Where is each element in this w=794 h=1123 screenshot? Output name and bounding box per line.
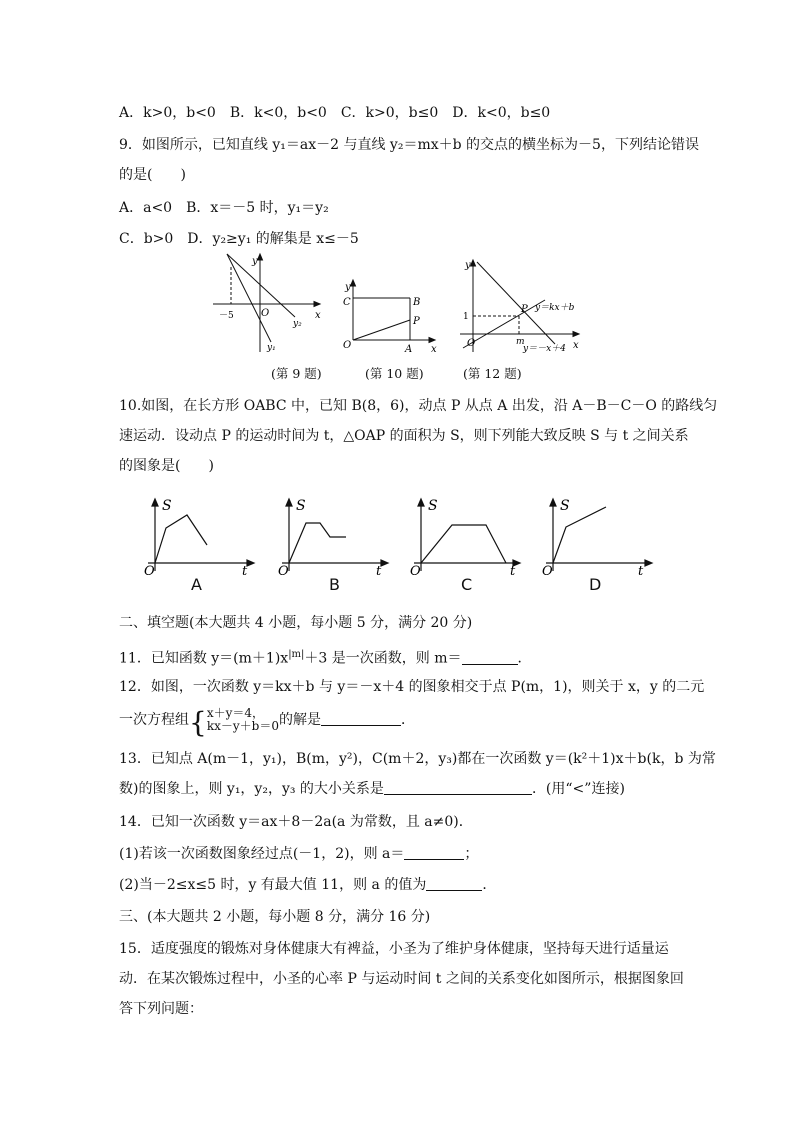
q14-part1-blank[interactable]	[404, 845, 464, 860]
q15-line1: 15．适度强度的锻炼对身体健康大有裨益，小圣为了维护身体健康，坚持每天进行适量运	[119, 941, 669, 957]
q13-line2-post: ．(用“<”连接)	[531, 781, 625, 797]
q15-line2: 动．在某次锻炼过程中，小圣的心率 P 与运动时间 t 之间的关系变化如图所示，根据图象回	[119, 971, 684, 987]
fig10-caption: (第 10 题)	[365, 366, 424, 381]
q12-pre: 一次方程组	[119, 712, 189, 728]
figure-9	[213, 254, 320, 352]
graph-a-label: A	[191, 575, 202, 594]
fig9-y2-label: y₂	[293, 319, 302, 329]
q10-graph-d	[538, 495, 658, 595]
fig12-x-label: x	[573, 340, 579, 351]
figures-svg	[205, 252, 595, 382]
q11-answer-blank[interactable]	[462, 650, 518, 665]
q13-answer-blank[interactable]	[384, 780, 532, 795]
q12-eq2: kx－y＋b＝0	[206, 719, 279, 733]
q14-part2-post: ．	[482, 877, 497, 893]
fig9-y1-label: y₁	[267, 343, 276, 353]
q15-line3: 答下列问题：	[119, 1001, 203, 1017]
graph-a-s: S	[162, 498, 172, 514]
q10-graph-a	[140, 495, 260, 595]
fig9-caption: (第 9 题)	[271, 366, 322, 381]
q12-line1: 12．如图，一次函数 y＝kx＋b 与 y＝－x＋4 的图象相交于点 P(m，1)，则关于 x，y 的二元	[119, 679, 705, 695]
figure-row	[205, 252, 595, 382]
q9-line1: 9．如图所示，已知直线 y₁＝ax－2 与直线 y₂＝mx＋b 的交点的横坐标为－5，下列结论错误	[119, 137, 699, 153]
fig12-origin: O	[467, 338, 476, 349]
q9-options-cd: C．b>0 D．y₂≥y₁ 的解集是 x≤－5	[119, 231, 359, 247]
q12-line2	[119, 706, 415, 737]
q14-part1-post: ；	[464, 846, 479, 862]
graph-a-t: t	[242, 564, 248, 577]
q13-line1: 13．已知点 A(m－1，y₁)，B(m，y²)，C(m＋2，y₃)都在一次函数 y＝(k²＋1)x＋b(k，b 为常	[119, 751, 716, 767]
graph-b-o: O	[278, 564, 289, 577]
q12-eq1: x＋y＝4，	[206, 706, 265, 720]
q10-line2: 速运动．设动点 P 的运动时间为 t，△OAP 的面积为 S，则下列能大致反映 S 与 t 之间关系	[119, 428, 689, 444]
fig9-origin: O	[261, 308, 270, 319]
section-2-heading: 二、填空题(本大题共 4 小题，每小题 5 分，满分 20 分)	[119, 615, 473, 631]
graph-c-s: S	[428, 498, 438, 514]
fig10-x-label: x	[431, 344, 437, 355]
graph-c-t: t	[510, 564, 516, 577]
q10-graph-b	[274, 495, 394, 595]
q11-pre: 11．已知函数 y＝(m＋1)x	[119, 650, 289, 667]
q12-system	[207, 707, 279, 733]
fig9-neg5: －5	[219, 311, 234, 321]
fig10-label-p: P	[413, 316, 420, 327]
q11-end: ．	[517, 650, 532, 667]
fig12-caption: (第 12 题)	[463, 366, 522, 381]
q12-post: 的解是	[278, 712, 321, 728]
fig12-one: 1	[463, 312, 469, 322]
q13-line2	[119, 780, 625, 798]
fig10-label-c: C	[343, 297, 351, 308]
fig12-p: P	[521, 304, 528, 315]
graph-d-t: t	[638, 564, 644, 577]
graph-c-label: C	[461, 575, 473, 594]
q12-brace: {	[189, 706, 207, 739]
q8-options: A．k>0，b<0 B．k<0，b<0 C．k>0，b≤0 D．k<0，b≤0	[119, 105, 551, 121]
q14-part2	[119, 876, 496, 894]
fig9-x-label: x	[315, 310, 321, 321]
fig12-y-label: y	[465, 260, 471, 271]
graph-a-svg	[140, 495, 260, 577]
graph-d-o: O	[542, 564, 553, 577]
graph-a-o: O	[144, 564, 155, 577]
q10-line3: 的图象是( )	[119, 458, 214, 474]
graph-b-label: B	[329, 575, 340, 594]
q14-part1-pre: (1)若该一次函数图象经过点(－1，2)，则 a＝	[119, 846, 405, 862]
q11	[119, 646, 532, 668]
fig10-label-b: B	[413, 297, 421, 308]
graph-b-t: t	[376, 564, 382, 577]
graph-c-svg	[406, 495, 526, 577]
q14-part2-blank[interactable]	[426, 876, 482, 891]
q14-part1	[119, 845, 478, 863]
fig10-y-label: y	[345, 282, 351, 293]
q12-answer-blank[interactable]	[321, 711, 401, 726]
section-3-heading: 三、(本大题共 2 小题，每小题 8 分，满分 16 分)	[119, 909, 431, 925]
q10-graph-c	[406, 495, 526, 595]
graph-d-svg	[538, 495, 658, 577]
q9-options-ab: A．a<0 B．x＝－5 时，y₁＝y₂	[119, 200, 329, 216]
fig12-line1-label: y＝kx＋b	[535, 303, 575, 313]
q12-end: ．	[400, 712, 415, 728]
graph-c-o: O	[410, 564, 421, 577]
q13-line2-pre: 数)的图象上，则 y₁，y₂，y₃ 的大小关系是	[119, 781, 384, 797]
fig12-line2-label: y＝－x＋4	[523, 344, 566, 354]
q10-line1: 10.如图，在长方形 OABC 中，已知 B(8，6)，动点 P 从点 A 出发，沿 A－B－C－O 的路线匀	[119, 398, 718, 414]
fig10-origin: O	[343, 340, 352, 351]
graph-b-svg	[274, 495, 394, 577]
graph-b-s: S	[296, 498, 306, 514]
graph-d-label: D	[589, 575, 602, 594]
q14-line1: 14．已知一次函数 y＝ax＋8－2a(a 为常数，且 a≠0)．	[119, 814, 473, 830]
fig12-m: m	[516, 337, 525, 347]
fig9-y-label: y	[252, 256, 258, 267]
q14-part2-pre: (2)当－2≤x≤5 时，y 有最大值 11，则 a 的值为	[119, 877, 427, 893]
q11-exponent: |m|	[288, 649, 305, 660]
q11-post: ＋3 是一次函数，则 m＝	[304, 650, 462, 667]
fig10-label-a: A	[405, 344, 413, 355]
graph-d-s: S	[560, 498, 570, 514]
q9-line2: 的是( )	[119, 167, 186, 183]
figure-10	[351, 280, 436, 343]
